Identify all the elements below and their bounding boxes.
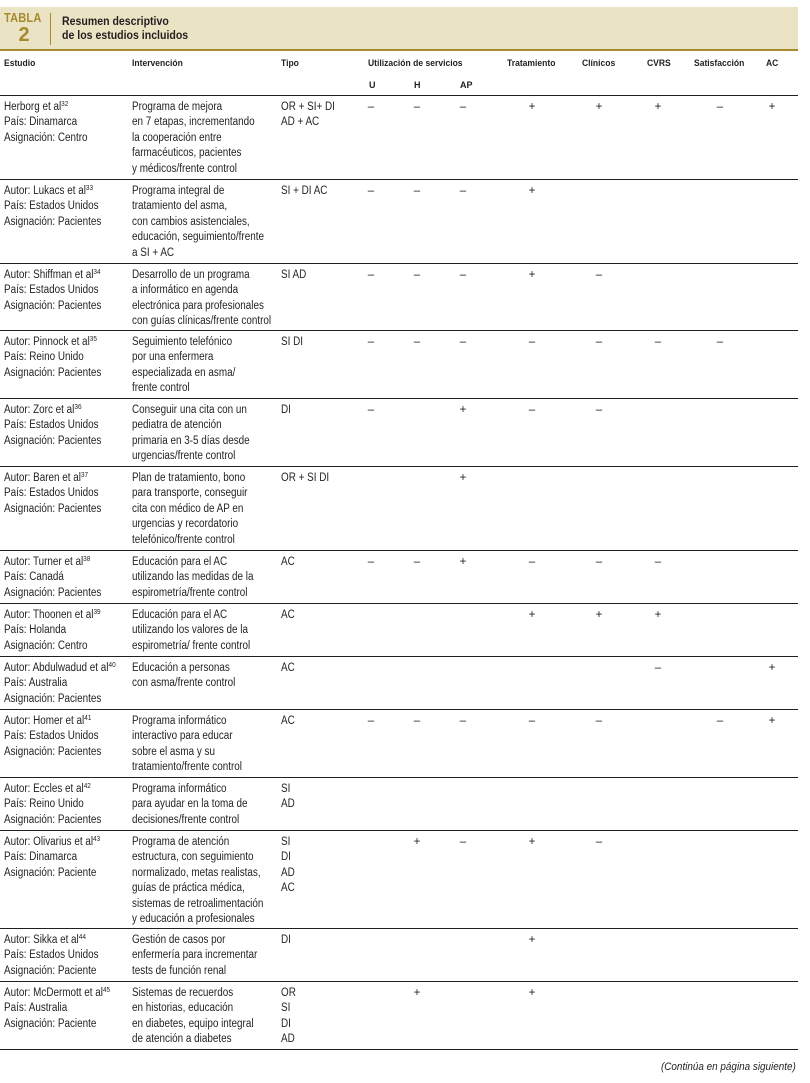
outcome-h-cell: – bbox=[413, 101, 421, 113]
study-author-name: Autor: Lukacs et al bbox=[4, 185, 86, 197]
outcome-tratamiento-cell: + bbox=[528, 609, 536, 621]
intervention-line: a SI + AC bbox=[132, 246, 175, 259]
tipo-cell bbox=[281, 782, 295, 813]
study-author-name: Autor: Zorc et al bbox=[4, 404, 75, 416]
intervention-line: Gestión de casos por bbox=[132, 934, 226, 946]
intervention-cell bbox=[132, 100, 255, 177]
outcome-clinicos-cell: + bbox=[595, 101, 603, 113]
reference-number: 42 bbox=[83, 781, 91, 790]
outcome-clinicos-cell: – bbox=[595, 556, 603, 568]
intervention-line: Educación a personas bbox=[132, 662, 230, 674]
study-cell bbox=[4, 835, 100, 881]
study-country: País: Dinamarca bbox=[4, 116, 78, 129]
col-header-tipo: Tipo bbox=[281, 58, 299, 69]
table-label-box bbox=[0, 7, 47, 49]
tipo-cell bbox=[281, 608, 295, 623]
tipo-cell bbox=[281, 403, 291, 418]
study-author bbox=[4, 403, 101, 418]
intervention-line: espirometría/frente control bbox=[132, 586, 248, 599]
table-row bbox=[0, 331, 798, 399]
study-author bbox=[4, 471, 101, 486]
intervention-line: Programa integral de bbox=[132, 185, 225, 197]
study-author-name: Autor: Abdulwadud et al bbox=[4, 662, 109, 674]
tipo-line: OR bbox=[281, 987, 296, 999]
study-cell bbox=[4, 782, 101, 828]
tipo-cell bbox=[281, 268, 306, 283]
outcome-ap-cell: – bbox=[459, 185, 467, 197]
study-assignment: Asignación: Centro bbox=[4, 639, 88, 652]
tipo-line: DI bbox=[281, 851, 291, 864]
outcome-h-cell: – bbox=[413, 556, 421, 568]
outcome-tratamiento-cell: + bbox=[528, 101, 536, 113]
continuation-note: (Continúa en página siguiente) bbox=[661, 1061, 796, 1073]
intervention-line: Plan de tratamiento, bono bbox=[132, 472, 246, 484]
outcome-tratamiento-cell: + bbox=[528, 836, 536, 848]
intervention-line: en diabetes, equipo integral bbox=[132, 1017, 254, 1030]
table-number: 2 bbox=[18, 24, 30, 46]
outcome-tratamiento-cell: + bbox=[528, 185, 536, 197]
intervention-line: para ayudar en la toma de bbox=[132, 798, 248, 811]
outcome-clinicos-cell: – bbox=[595, 269, 603, 281]
intervention-line: telefónico/frente control bbox=[132, 533, 235, 546]
table-row bbox=[0, 982, 798, 1050]
study-assignment: Asignación: Pacientes bbox=[4, 745, 102, 758]
outcome-cvrs-cell: + bbox=[654, 609, 662, 621]
outcome-u-cell: – bbox=[367, 556, 375, 568]
study-country: País: Estados Unidos bbox=[4, 949, 99, 962]
intervention-line: la cooperación entre bbox=[132, 131, 222, 144]
study-author bbox=[4, 986, 110, 1001]
intervention-line: utilizando los valores de la bbox=[132, 624, 249, 637]
study-author-name: Autor: Thoonen et al bbox=[4, 609, 94, 621]
study-cell bbox=[4, 268, 101, 314]
tipo-cell bbox=[281, 471, 329, 486]
intervention-line: enfermería para incrementar bbox=[132, 949, 258, 962]
study-author bbox=[4, 661, 116, 676]
study-assignment: Asignación: Pacientes bbox=[4, 366, 102, 379]
tipo-line: SI bbox=[281, 1002, 291, 1015]
study-assignment: Asignación: Pacientes bbox=[4, 434, 102, 447]
tipo-line: DI bbox=[281, 934, 291, 946]
study-country: País: Australia bbox=[4, 1002, 68, 1015]
tipo-line: AC bbox=[281, 882, 295, 895]
study-cell bbox=[4, 403, 101, 449]
table-title-line-2: de los estudios incluidos bbox=[62, 28, 189, 42]
tipo-line: AC bbox=[281, 715, 295, 727]
outcome-h-cell: – bbox=[413, 336, 421, 348]
study-country: País: Dinamarca bbox=[4, 851, 78, 864]
study-author bbox=[4, 782, 101, 797]
study-cell bbox=[4, 608, 101, 654]
study-author-name: Autor: Sikka et al bbox=[4, 934, 79, 946]
reference-number: 41 bbox=[84, 713, 92, 722]
study-author-name: Autor: McDermott et al bbox=[4, 987, 103, 999]
col-subheader-h: H bbox=[414, 80, 421, 90]
table-row bbox=[0, 264, 798, 331]
study-author bbox=[4, 100, 88, 115]
study-country: País: Estados Unidos bbox=[4, 200, 99, 213]
tipo-cell bbox=[281, 835, 295, 897]
intervention-line: y médicos/frente control bbox=[132, 162, 238, 175]
col-header-utilizacion: Utilización de servicios bbox=[368, 58, 463, 69]
intervention-line: especializada en asma/ bbox=[132, 366, 236, 379]
intervention-cell bbox=[132, 608, 250, 654]
table-row bbox=[0, 657, 798, 710]
study-assignment: Asignación: Paciente bbox=[4, 964, 97, 977]
intervention-line: farmacéuticos, pacientes bbox=[132, 147, 242, 160]
intervention-line: primaria en 3-5 días desde bbox=[132, 434, 250, 447]
intervention-cell bbox=[132, 661, 235, 692]
outcome-satisfaccion-cell: – bbox=[716, 101, 724, 113]
tipo-line: SI AD bbox=[281, 269, 307, 281]
intervention-line: en historias, educación bbox=[132, 1002, 234, 1015]
intervention-line: sobre el asma y su bbox=[132, 745, 216, 758]
intervention-line: con asma/frente control bbox=[132, 677, 236, 690]
tipo-cell bbox=[281, 555, 295, 570]
study-author bbox=[4, 184, 101, 199]
reference-number: 39 bbox=[93, 607, 101, 616]
outcome-u-cell: – bbox=[367, 715, 375, 727]
reference-number: 40 bbox=[108, 660, 116, 669]
outcome-tratamiento-cell: – bbox=[528, 715, 536, 727]
outcome-h-cell: – bbox=[413, 185, 421, 197]
table-row bbox=[0, 831, 798, 929]
outcome-tratamiento-cell: – bbox=[528, 336, 536, 348]
reference-number: 45 bbox=[102, 985, 111, 994]
intervention-line: Educación para el AC bbox=[132, 556, 228, 568]
intervention-line: urgencias/frente control bbox=[132, 450, 236, 463]
intervention-line: frente control bbox=[132, 382, 190, 395]
tipo-line: AC bbox=[281, 662, 295, 674]
col-subheader-ap: AP bbox=[460, 80, 473, 90]
header-rule bbox=[0, 49, 798, 51]
intervention-line: de atención a diabetes bbox=[132, 1033, 232, 1046]
intervention-line: Programa informático bbox=[132, 783, 227, 795]
study-author-name: Autor: Eccles et al bbox=[4, 783, 84, 795]
study-author bbox=[4, 555, 101, 570]
table-row bbox=[0, 180, 798, 264]
tipo-line: SI DI bbox=[281, 336, 303, 348]
study-assignment: Asignación: Paciente bbox=[4, 866, 97, 879]
table-row bbox=[0, 710, 798, 778]
study-assignment: Asignación: Pacientes bbox=[4, 299, 102, 312]
table-row bbox=[0, 399, 798, 467]
study-author-name: Autor: Turner et al bbox=[4, 556, 84, 568]
intervention-cell bbox=[132, 933, 257, 979]
table-label: TABLA bbox=[4, 10, 42, 25]
intervention-cell bbox=[132, 184, 264, 261]
intervention-line: con guías clínicas/frente control bbox=[132, 315, 272, 328]
reference-number: 37 bbox=[80, 470, 89, 479]
tipo-line: OR + SI DI bbox=[281, 472, 330, 484]
col-header-clinicos: Clínicos bbox=[582, 58, 616, 69]
intervention-line: para transporte, conseguir bbox=[132, 487, 248, 500]
intervention-line: Programa informático bbox=[132, 715, 227, 727]
tipo-line: SI bbox=[281, 836, 291, 848]
study-author bbox=[4, 608, 101, 623]
intervention-line: Programa de mejora bbox=[132, 101, 223, 113]
outcome-cvrs-cell: + bbox=[654, 101, 662, 113]
table-row bbox=[0, 604, 798, 657]
study-country: País: Canadá bbox=[4, 571, 64, 584]
intervention-line: pediatra de atención bbox=[132, 419, 222, 432]
tipo-cell bbox=[281, 714, 295, 729]
intervention-cell bbox=[132, 403, 250, 465]
study-country: País: Australia bbox=[4, 677, 68, 690]
tipo-cell bbox=[281, 335, 303, 350]
col-header-estudio: Estudio bbox=[4, 58, 36, 69]
study-author-name: Autor: Pinnock et al bbox=[4, 336, 90, 348]
outcome-u-cell: – bbox=[367, 404, 375, 416]
col-header-intervencion: Intervención bbox=[132, 58, 183, 69]
intervention-cell bbox=[132, 471, 247, 548]
outcome-ap-cell: + bbox=[459, 404, 467, 416]
intervention-line: con cambios asistenciales, bbox=[132, 215, 250, 228]
tipo-cell bbox=[281, 986, 296, 1048]
tipo-line: AD bbox=[281, 798, 295, 811]
table-row bbox=[0, 467, 798, 551]
study-assignment: Asignación: Pacientes bbox=[4, 502, 102, 515]
outcome-ap-cell: – bbox=[459, 336, 467, 348]
outcome-tratamiento-cell: + bbox=[528, 934, 536, 946]
intervention-line: tratamiento del asma, bbox=[132, 200, 228, 213]
table-row bbox=[0, 551, 798, 604]
col-header-tratamiento: Tratamiento bbox=[507, 58, 556, 69]
study-cell bbox=[4, 555, 101, 601]
intervention-line: por una enfermera bbox=[132, 351, 214, 364]
reference-number: 35 bbox=[89, 334, 97, 343]
outcome-ac-cell: + bbox=[768, 662, 776, 674]
study-country: País: Estados Unidos bbox=[4, 419, 99, 432]
intervention-line: Desarrollo de un programa bbox=[132, 269, 250, 281]
study-assignment: Asignación: Centro bbox=[4, 131, 88, 144]
tipo-line: DI bbox=[281, 1017, 291, 1030]
outcome-ap-cell: – bbox=[459, 715, 467, 727]
tipo-line: DI bbox=[281, 404, 291, 416]
study-author bbox=[4, 714, 101, 729]
tipo-cell bbox=[281, 184, 327, 199]
intervention-line: electrónica para profesionales bbox=[132, 299, 264, 312]
study-cell bbox=[4, 661, 116, 707]
outcome-h-cell: – bbox=[413, 269, 421, 281]
study-cell bbox=[4, 184, 101, 230]
reference-number: 36 bbox=[74, 402, 82, 411]
outcome-cvrs-cell: – bbox=[654, 336, 662, 348]
intervention-line: decisiones/frente control bbox=[132, 813, 240, 826]
reference-number: 44 bbox=[78, 932, 86, 941]
intervention-line: cita con médico de AP en bbox=[132, 502, 244, 515]
study-assignment: Asignación: Pacientes bbox=[4, 215, 102, 228]
outcome-clinicos-cell: – bbox=[595, 836, 603, 848]
intervention-line: normalizado, metas realistas, bbox=[132, 866, 261, 879]
study-author-name: Herborg et al bbox=[4, 101, 62, 113]
intervention-cell bbox=[132, 555, 254, 601]
study-country: País: Reino Unido bbox=[4, 798, 84, 811]
study-cell bbox=[4, 100, 88, 146]
intervention-cell bbox=[132, 268, 271, 330]
study-assignment: Asignación: Pacientes bbox=[4, 692, 102, 705]
study-cell bbox=[4, 471, 101, 517]
outcome-h-cell: – bbox=[413, 715, 421, 727]
outcome-satisfaccion-cell: – bbox=[716, 715, 724, 727]
intervention-line: Conseguir una cita con un bbox=[132, 404, 247, 416]
reference-number: 33 bbox=[85, 183, 94, 192]
study-cell bbox=[4, 714, 101, 760]
tipo-line: AD bbox=[281, 866, 295, 879]
intervention-line: Educación para el AC bbox=[132, 609, 228, 621]
study-author bbox=[4, 335, 101, 350]
col-header-ac: AC bbox=[766, 58, 779, 69]
table-row bbox=[0, 778, 798, 831]
study-assignment: Asignación: Paciente bbox=[4, 1017, 97, 1030]
intervention-line: a informático en agenda bbox=[132, 284, 239, 297]
outcome-ap-cell: – bbox=[459, 269, 467, 281]
table-row bbox=[0, 929, 798, 982]
study-country: País: Reino Unido bbox=[4, 351, 84, 364]
study-assignment: Asignación: Pacientes bbox=[4, 586, 102, 599]
outcome-satisfaccion-cell: – bbox=[716, 336, 724, 348]
study-author bbox=[4, 835, 100, 850]
outcome-u-cell: – bbox=[367, 269, 375, 281]
table-row bbox=[0, 96, 798, 180]
study-author bbox=[4, 268, 101, 283]
table-header-band bbox=[0, 7, 798, 49]
intervention-line: guías de práctica médica, bbox=[132, 882, 245, 895]
reference-number: 32 bbox=[61, 99, 69, 108]
outcome-ap-cell: + bbox=[459, 472, 467, 484]
outcome-ac-cell: + bbox=[768, 101, 776, 113]
tipo-line: AD bbox=[281, 1033, 295, 1046]
intervention-cell bbox=[132, 986, 254, 1048]
intervention-line: educación, seguimiento/frente bbox=[132, 231, 264, 244]
intervention-cell bbox=[132, 335, 235, 397]
reference-number: 34 bbox=[93, 267, 101, 276]
intervention-line: tests de función renal bbox=[132, 964, 227, 977]
study-country: País: Estados Unidos bbox=[4, 487, 99, 500]
outcome-cvrs-cell: – bbox=[654, 556, 662, 568]
intervention-line: estructura, con seguimiento bbox=[132, 851, 254, 864]
outcome-tratamiento-cell: – bbox=[528, 556, 536, 568]
tipo-line: SI + DI AC bbox=[281, 185, 328, 197]
col-header-satisfaccion: Satisfacción bbox=[694, 58, 745, 69]
outcome-clinicos-cell: – bbox=[595, 336, 603, 348]
tipo-line: AC bbox=[281, 609, 295, 621]
intervention-line: Seguimiento telefónico bbox=[132, 336, 233, 348]
study-cell bbox=[4, 933, 99, 979]
outcome-ac-cell: + bbox=[768, 715, 776, 727]
outcome-clinicos-cell: – bbox=[595, 404, 603, 416]
study-country: País: Holanda bbox=[4, 624, 67, 637]
outcome-tratamiento-cell: + bbox=[528, 987, 536, 999]
study-cell bbox=[4, 335, 101, 381]
intervention-line: Sistemas de recuerdos bbox=[132, 987, 234, 999]
study-country: País: Estados Unidos bbox=[4, 284, 99, 297]
study-author-name: Autor: Shiffman et al bbox=[4, 269, 94, 281]
outcome-h-cell: + bbox=[413, 836, 421, 848]
study-author-name: Autor: Baren et al bbox=[4, 472, 81, 484]
reference-number: 38 bbox=[83, 554, 91, 563]
tipo-line: AD + AC bbox=[281, 116, 320, 129]
tipo-cell bbox=[281, 100, 335, 131]
study-cell bbox=[4, 986, 110, 1032]
reference-number: 43 bbox=[93, 834, 101, 843]
outcome-cvrs-cell: – bbox=[654, 662, 662, 674]
outcome-tratamiento-cell: – bbox=[528, 404, 536, 416]
table-title bbox=[62, 14, 762, 42]
col-subheader-u: U bbox=[369, 80, 376, 90]
study-author-name: Autor: Homer et al bbox=[4, 715, 85, 727]
intervention-line: sistemas de retroalimentación bbox=[132, 897, 264, 910]
outcome-u-cell: – bbox=[367, 185, 375, 197]
table-title-line-1: Resumen descriptivo bbox=[62, 14, 169, 28]
col-header-cvrs: CVRS bbox=[647, 58, 671, 69]
intervention-line: tratamiento/frente control bbox=[132, 761, 242, 774]
intervention-line: interactivo para educar bbox=[132, 730, 233, 743]
outcome-clinicos-cell: – bbox=[595, 715, 603, 727]
study-author bbox=[4, 933, 99, 948]
outcome-u-cell: – bbox=[367, 336, 375, 348]
study-assignment: Asignación: Pacientes bbox=[4, 813, 102, 826]
tipo-line: OR + SI+ DI bbox=[281, 101, 335, 113]
intervention-line: y educación a profesionales bbox=[132, 913, 255, 926]
outcome-tratamiento-cell: + bbox=[528, 269, 536, 281]
tipo-cell bbox=[281, 661, 295, 676]
tipo-line: SI bbox=[281, 783, 291, 795]
intervention-line: urgencias y recordatorio bbox=[132, 518, 239, 531]
intervention-cell bbox=[132, 782, 247, 828]
tipo-line: AC bbox=[281, 556, 295, 568]
intervention-cell bbox=[132, 835, 263, 927]
intervention-cell bbox=[132, 714, 242, 776]
intervention-line: utilizando las medidas de la bbox=[132, 571, 254, 584]
study-country: País: Estados Unidos bbox=[4, 730, 99, 743]
outcome-h-cell: + bbox=[413, 987, 421, 999]
intervention-line: espirometría/ frente control bbox=[132, 639, 251, 652]
outcome-clinicos-cell: + bbox=[595, 609, 603, 621]
tipo-cell bbox=[281, 933, 291, 948]
outcome-ap-cell: – bbox=[459, 101, 467, 113]
header-divider bbox=[50, 13, 51, 45]
outcome-ap-cell: + bbox=[459, 556, 467, 568]
intervention-line: Programa de atención bbox=[132, 836, 230, 848]
outcome-ap-cell: – bbox=[459, 836, 467, 848]
outcome-u-cell: – bbox=[367, 101, 375, 113]
intervention-line: en 7 etapas, incrementando bbox=[132, 116, 255, 129]
study-author-name: Autor: Olivarius et al bbox=[4, 836, 94, 848]
